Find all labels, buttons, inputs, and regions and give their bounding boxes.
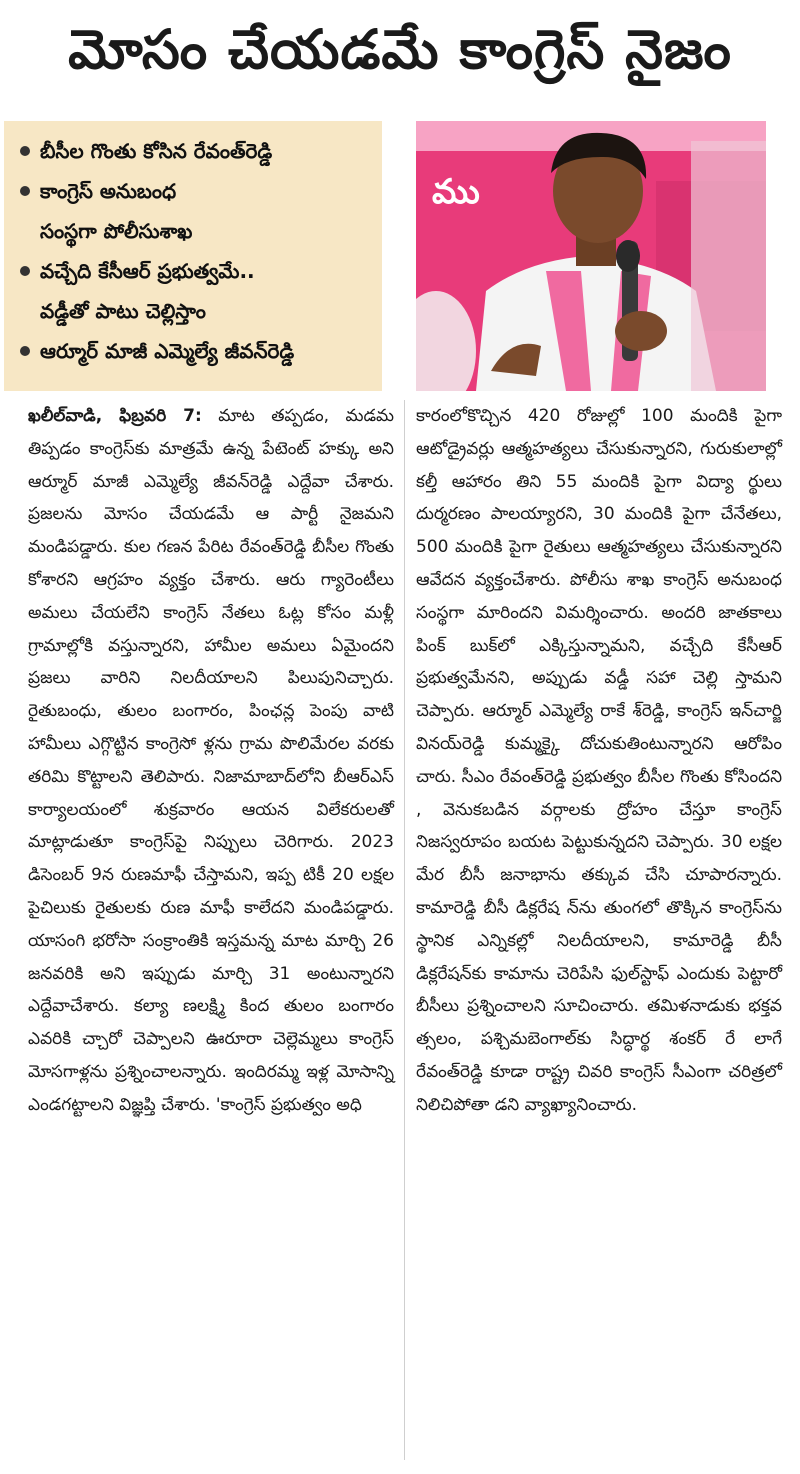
banner-text: ము <box>432 172 480 212</box>
article-column-right <box>416 400 782 1122</box>
dateline: ఖలీల్‌వాడి, ఫిబ్రవరి 7: <box>28 406 202 426</box>
highlights-box <box>4 121 382 391</box>
highlight-text: వచ్చేది కేసీఆర్ ప్రభుత్వమే.. <box>40 259 255 283</box>
article-text: మాట తప్పడం, మడమ తిప్పడం కాంగ్రెస్‌కు మాత్రమే ఉన్న పేటెంట్ హక్కు అని ఆర్మూర్ మాజీ ఎమ్మెల్యే జీవన్‌రెడ్డి ఎద్దేవా చేశారు. ప్రజలను మోసం చేయడమే ఆ పార్టీ నైజమని మండిపడ్డారు. కుల గణన పేరిట రేవంత్‌రెడ్డి బీసీల గొంతు కోశారని ఆగ్రహం వ్యక్తం చేశారు. ఆరు గ్యారెంటీలు అమలు చేయలేని కాంగ్రెస్ నేతలు ఓట్ల కోసం మళ్లీ గ్రామాల్లోకి వస్తున్నారని, హామీల అమలు ఏమైందని ప్రజలు వారిని నిలదీయాలని పిలుపునిచ్చారు. రైతుబంధు, తులం బంగారం, పింఛన్ల పెంపు వాటి హామీలు ఎగ్గొట్టిన కాంగ్రెసో ళ్లను గ్రామ పొలిమేరల వరకు తరిమి కొట్టాలని తెలిపారు. నిజామాబాద్‌లోని బీఆర్‌ఎస్ కార్యాలయంలో శుక్రవారం ఆయన విలేకరులతో మాట్లాడుతూ కాంగ్రెస్‌పై నిప్పులు చెరిగారు. 2023 డిసెంబర్ 9న రుణమాఫీ చేస్తామని, ఇప్ప టికీ 20 లక్షల పైచిలుకు రైతులకు రుణ మాఫీ కాలేదని మండిపడ్డారు. యాసంగి భరోసా సంక్రాంతికి ఇస్తమన్న మాట మార్చి 26 జనవరికి అని ఇప్పుడు మార్చి 31 అంటున్నారని ఎద్దేవాచేశారు. కల్యా ణలక్ష్మి కింద తులం బంగారం ఎవరికి చ్చారో చెప్పాలని ఊరూరా చెల్లెమ్మలు కాంగ్రెస్ మోసగాళ్లను ప్రశ్నించాలన్నారు. ఇందిరమ్మ ఇళ్ల మోసాన్ని ఎండగట్టాలని విజ్ఞప్తి చేశారు. 'కాంగ్రెస్ ప్రభుత్వం అధి <box>28 406 395 1115</box>
bullet-icon <box>20 266 30 276</box>
highlight-item <box>18 331 372 371</box>
highlight-text: సంస్థగా పోలీసుశాఖ <box>40 219 193 243</box>
bullet-icon <box>20 346 30 356</box>
highlight-text: ఆర్మూర్ మాజీ ఎమ్మెల్యే జీవన్‌రెడ్డి <box>40 339 295 363</box>
bullet-icon <box>20 186 30 196</box>
bullet-icon <box>20 146 30 156</box>
headline: మోసం చేయడమే కాంగ్రెస్ నైజం <box>68 17 732 81</box>
highlight-text: వడ్డీతో పాటు చెల్లిస్తాం <box>40 299 206 323</box>
highlight-text: బీసీల గొంతు కోసిన రేవంత్‌రెడ్డి <box>40 139 273 163</box>
column-divider <box>404 400 405 1460</box>
highlight-item <box>18 171 372 211</box>
highlight-item-continued <box>18 211 372 251</box>
article-text: కారంలోకొచ్చిన 420 రోజుల్లో 100 మందికి పైగా ఆటోడ్రైవర్లు ఆత్మహత్యలు చేసుకున్నారని, గురుకులాల్లో కల్తీ ఆహారం తిని 55 మందికి పైగా విద్యా ర్థులు దుర్మరణం పాలయ్యారని, 30 మందికి పైగా చేనేతలు, 500 మందికి పైగా రైతులు ఆత్మహత్యలు చేసుకున్నారని ఆవేదన వ్యక్తంచేశారు. పోలీసు శాఖ కాంగ్రెస్ అనుబంధ సంస్థగా మారిందని విమర్శించారు. అందరి జాతకాలు పింక్ బుక్‌లో ఎక్కిస్తున్నామని, వచ్చేది కేసీఆర్ ప్రభుత్వమేనని, అప్పుడు వడ్డీ సహా చెల్లి స్తామని చెప్పారు. ఆర్మూర్ ఎమ్మెల్యే రాకే శ్‌రెడ్డి, కాంగ్రెస్ ఇన్‌చార్జి వినయ్‌రెడ్డి కుమ్మక్కై దోచుకుతింటున్నారని ఆరోపిం చారు. సీఎం రేవంత్‌రెడ్డి ప్రభుత్వం బీసీల గొంతు కోసిందని , వెనుకబడిన వర్గాలకు ద్రోహం చేస్తూ కాంగ్రెస్ నిజస్వరూపం బయట పెట్టుకున్నదని చెప్పారు. 30 లక్షల మేర బీసీ జనాభాను తక్కువ చేసి చూపారన్నారు. కామారెడ్డి బీసీ డిక్లరేష న్‌ను తుంగలో తొక్కిన కాంగ్రెస్‌ను స్థానిక ఎన్నికల్లో నిలదీయాలని, కామారెడ్డి బీసీ డిక్లరేషన్‌కు కామాను చెరిపేసి ఫుల్‌స్టాఫ్ ఎందుకు పెట్టారో బీసీలు ప్రశ్నించాలని సూచించారు. తమిళనాడుకు భక్తవ త్సలం, పశ్చిమబెంగాల్‌కు సిద్ధార్థ శంకర్ రే లాగే రేవంత్‌రెడ్డి కూడా రాష్ట్ర చివరి కాంగ్రెస్ సీఎంగా చరిత్రలో నిలిచిపోతా డని వ్యాఖ్యానించారు. <box>416 406 782 1115</box>
speaker-photo <box>416 121 766 391</box>
highlight-item <box>18 131 372 171</box>
highlight-item-continued <box>18 291 372 331</box>
highlight-text: కాంగ్రెస్ అనుబంధ <box>40 179 177 203</box>
article-column-left <box>28 400 394 1122</box>
speaker-with-microphone-icon <box>416 121 766 391</box>
highlight-item <box>18 251 372 291</box>
